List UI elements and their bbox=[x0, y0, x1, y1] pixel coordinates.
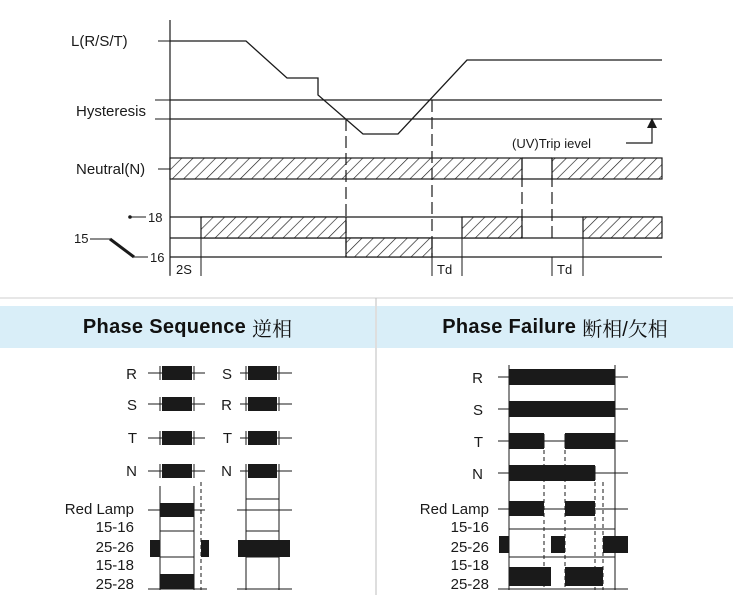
ps-left-row-label-1: R bbox=[126, 366, 137, 383]
phase-failure-title-cn: 断相/欠相 bbox=[582, 318, 668, 341]
neutral-label: Neutral(N) bbox=[76, 161, 146, 178]
phase-failure-diagram bbox=[420, 365, 628, 593]
phase-sequence-title-text: Phase Sequence bbox=[82, 315, 247, 338]
ps-output-label-2: 15-16 bbox=[95, 519, 134, 536]
pf-signal-r bbox=[509, 369, 615, 385]
pf-red-lamp-on-1 bbox=[509, 501, 544, 516]
ps-right-row-label-4: N bbox=[221, 463, 232, 480]
pf-output-label-3: 25-26 bbox=[450, 539, 489, 556]
line-voltage-label: L(R/S/T) bbox=[71, 33, 128, 50]
pf-output-label-5: 25-28 bbox=[450, 576, 489, 593]
ps-left-15-18-on bbox=[160, 574, 194, 589]
phase-sequence-title-cn: 逆相 bbox=[252, 318, 293, 341]
contact-16-label: 16 bbox=[150, 250, 165, 265]
pf-signal-t-1 bbox=[509, 433, 544, 449]
td-delay-label-2: Td bbox=[557, 262, 573, 277]
ps-left-signal-t bbox=[162, 431, 192, 445]
contact-switch-icon bbox=[110, 239, 134, 257]
timing-chart bbox=[71, 20, 662, 277]
ps-right-row-label-3: T bbox=[222, 430, 232, 447]
pf-row-label-4: N bbox=[472, 466, 483, 483]
phase-failure-title-text: Phase Failure bbox=[442, 315, 577, 338]
ps-output-label-1: Red Lamp bbox=[64, 501, 134, 518]
pf-relay-pulse-3 bbox=[603, 536, 628, 553]
pf-output-label-4: 15-18 bbox=[450, 557, 489, 574]
neutral-present-band-2 bbox=[552, 158, 662, 179]
ps-left-signal-s bbox=[162, 397, 192, 411]
ps-right-row-label-1: S bbox=[221, 366, 232, 383]
ps-left-relay-pulse-2 bbox=[201, 540, 209, 557]
ps-left-red-lamp-on bbox=[160, 503, 194, 517]
ps-right-signal-n bbox=[248, 464, 277, 478]
ps-right-signal-r bbox=[248, 397, 277, 411]
contact-15-18-closed-1 bbox=[201, 217, 346, 238]
ps-left-relay-pulse-1 bbox=[150, 540, 160, 557]
ps-left-row-label-4: N bbox=[126, 463, 137, 480]
ps-right-relay-on bbox=[238, 540, 290, 557]
ps-left-signal-n bbox=[162, 464, 192, 478]
pf-relay-pulse-2 bbox=[551, 536, 565, 553]
ps-right-row-label-2: R bbox=[221, 397, 232, 414]
pf-output-label-2: 15-16 bbox=[450, 519, 489, 536]
ps-right-signal-t bbox=[248, 431, 277, 445]
contact-15-16-closed bbox=[346, 238, 432, 257]
pf-signal-t-2 bbox=[565, 433, 615, 449]
hysteresis-label: Hysteresis bbox=[76, 103, 147, 120]
ps-left-signal-r bbox=[162, 366, 192, 380]
pf-row-label-1: R bbox=[472, 370, 483, 387]
pf-row-label-3: T bbox=[473, 434, 483, 451]
ps-output-label-5: 25-28 bbox=[95, 576, 134, 593]
pf-red-lamp-on-2 bbox=[565, 501, 595, 516]
contact-15-18-closed-2 bbox=[462, 217, 522, 238]
phase-sequence-diagram bbox=[65, 366, 292, 593]
pf-signal-s bbox=[509, 401, 615, 417]
pf-row-label-2: S bbox=[472, 402, 483, 419]
trip-level-label: (UV)Trip ievel bbox=[512, 136, 591, 151]
ps-output-label-3: 25-26 bbox=[95, 539, 134, 556]
ps-right-signal-s bbox=[248, 366, 277, 380]
td-delay-label-1: Td bbox=[437, 262, 453, 277]
contact-15-label: 15 bbox=[74, 231, 89, 246]
phase-failure-title bbox=[377, 306, 733, 348]
contact-18-label: 18 bbox=[148, 210, 163, 225]
ps-left-row-label-2: S bbox=[126, 397, 137, 414]
voltage-curve bbox=[170, 41, 662, 134]
startup-delay-label: 2S bbox=[176, 262, 192, 277]
pf-signal-n bbox=[509, 465, 595, 481]
phase-sequence-title bbox=[0, 306, 375, 348]
pf-15-18-on-1 bbox=[509, 567, 551, 586]
pf-output-label-1: Red Lamp bbox=[419, 501, 489, 518]
pf-15-18-on-2 bbox=[565, 567, 603, 586]
contact-15-18-closed-3 bbox=[583, 217, 662, 238]
ps-left-row-label-3: T bbox=[127, 430, 137, 447]
ps-output-label-4: 15-18 bbox=[95, 557, 134, 574]
pf-relay-pulse-1 bbox=[499, 536, 509, 553]
